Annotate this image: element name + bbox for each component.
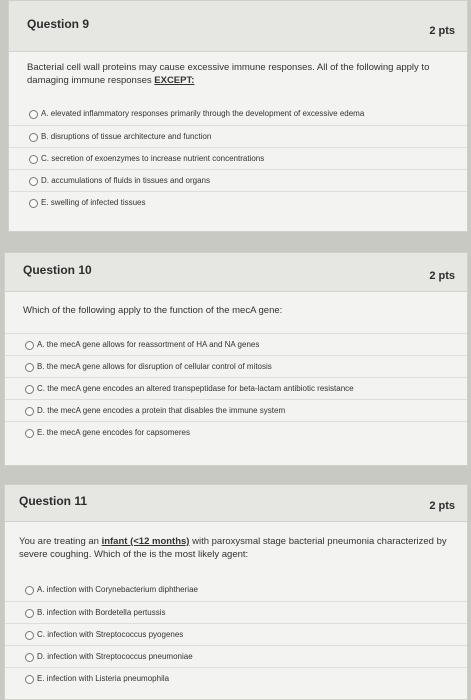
radio-button[interactable] (29, 155, 38, 164)
radio-button[interactable] (25, 609, 34, 618)
answer-option-d[interactable] (9, 169, 467, 191)
question-card-9 (8, 0, 468, 232)
answer-label: D. infection with Streptococcus pneumoniae (37, 652, 193, 661)
question-points: 2 pts (429, 500, 455, 512)
answer-label: C. secretion of exoenzymes to increase nutrient concentrations (41, 154, 265, 163)
radio-button[interactable] (25, 675, 34, 684)
answer-label: B. infection with Bordetella pertussis (37, 608, 166, 617)
answer-option-a[interactable] (5, 333, 467, 355)
radio-button[interactable] (25, 407, 34, 416)
answer-label: A. infection with Corynebacterium diphtheriae (37, 585, 198, 594)
answer-option-b[interactable] (9, 125, 467, 147)
answer-option-b[interactable] (5, 601, 467, 623)
radio-button[interactable] (29, 199, 38, 208)
answer-option-e[interactable] (5, 667, 467, 689)
answer-label: C. infection with Streptococcus pyogenes (37, 630, 184, 639)
question-card-10 (4, 252, 468, 466)
question-title: Question 10 (23, 263, 92, 277)
answer-option-a[interactable] (5, 579, 467, 601)
answer-option-c[interactable] (5, 623, 467, 645)
answer-label: B. disruptions of tissue architecture and function (41, 132, 212, 141)
radio-button[interactable] (25, 653, 34, 662)
answer-label: C. the mecA gene encodes an altered transpeptidase for beta-lactam antibiotic resistance (37, 384, 354, 393)
radio-button[interactable] (29, 110, 38, 119)
answer-label: E. infection with Listeria pneumophila (37, 674, 170, 683)
radio-button[interactable] (25, 341, 34, 350)
answer-label: E. swelling of infected tissues (41, 198, 146, 207)
answer-label: E. the mecA gene encodes for capsomeres (37, 428, 190, 437)
answer-option-a[interactable] (9, 103, 467, 125)
radio-button[interactable] (25, 631, 34, 640)
radio-button[interactable] (25, 429, 34, 438)
answer-label: D. the mecA gene encodes a protein that disables the immune system (37, 406, 286, 415)
answer-option-c[interactable] (9, 147, 467, 169)
radio-button[interactable] (29, 133, 38, 142)
question-title: Question 11 (19, 494, 88, 508)
answer-option-d[interactable] (5, 645, 467, 667)
answer-option-e[interactable] (9, 191, 467, 213)
answer-label: D. accumulations of fluids in tissues and organs (41, 176, 210, 185)
radio-button[interactable] (29, 177, 38, 186)
answer-option-e[interactable] (5, 421, 467, 443)
question-prompt: Bacterial cell wall proteins may cause excessive immune responses. All of the following apply to damaging immune responses EXCEPT: (27, 62, 430, 86)
question-points: 2 pts (429, 25, 455, 37)
radio-button[interactable] (25, 586, 34, 595)
question-prompt: Which of the following apply to the function of the mecA gene: (23, 305, 283, 316)
answer-option-d[interactable] (5, 399, 467, 421)
question-prompt: You are treating an infant (<12 months) with paroxysmal stage bacterial pneumonia characterized by severe coughing. Which of the is the most likely agent: (19, 536, 447, 560)
answer-label: B. the mecA gene allows for disruption of cellular control of mitosis (37, 362, 272, 371)
radio-button[interactable] (25, 363, 34, 372)
answer-option-c[interactable] (5, 377, 467, 399)
question-points: 2 pts (429, 270, 455, 282)
answer-label: A. elevated inflammatory responses primarily through the development of excessive edema (41, 109, 365, 118)
answer-option-b[interactable] (5, 355, 467, 377)
answer-label: A. the mecA gene allows for reassortment of HA and NA genes (37, 340, 260, 349)
question-title: Question 9 (27, 17, 90, 31)
question-card-11 (4, 484, 468, 700)
radio-button[interactable] (25, 385, 34, 394)
